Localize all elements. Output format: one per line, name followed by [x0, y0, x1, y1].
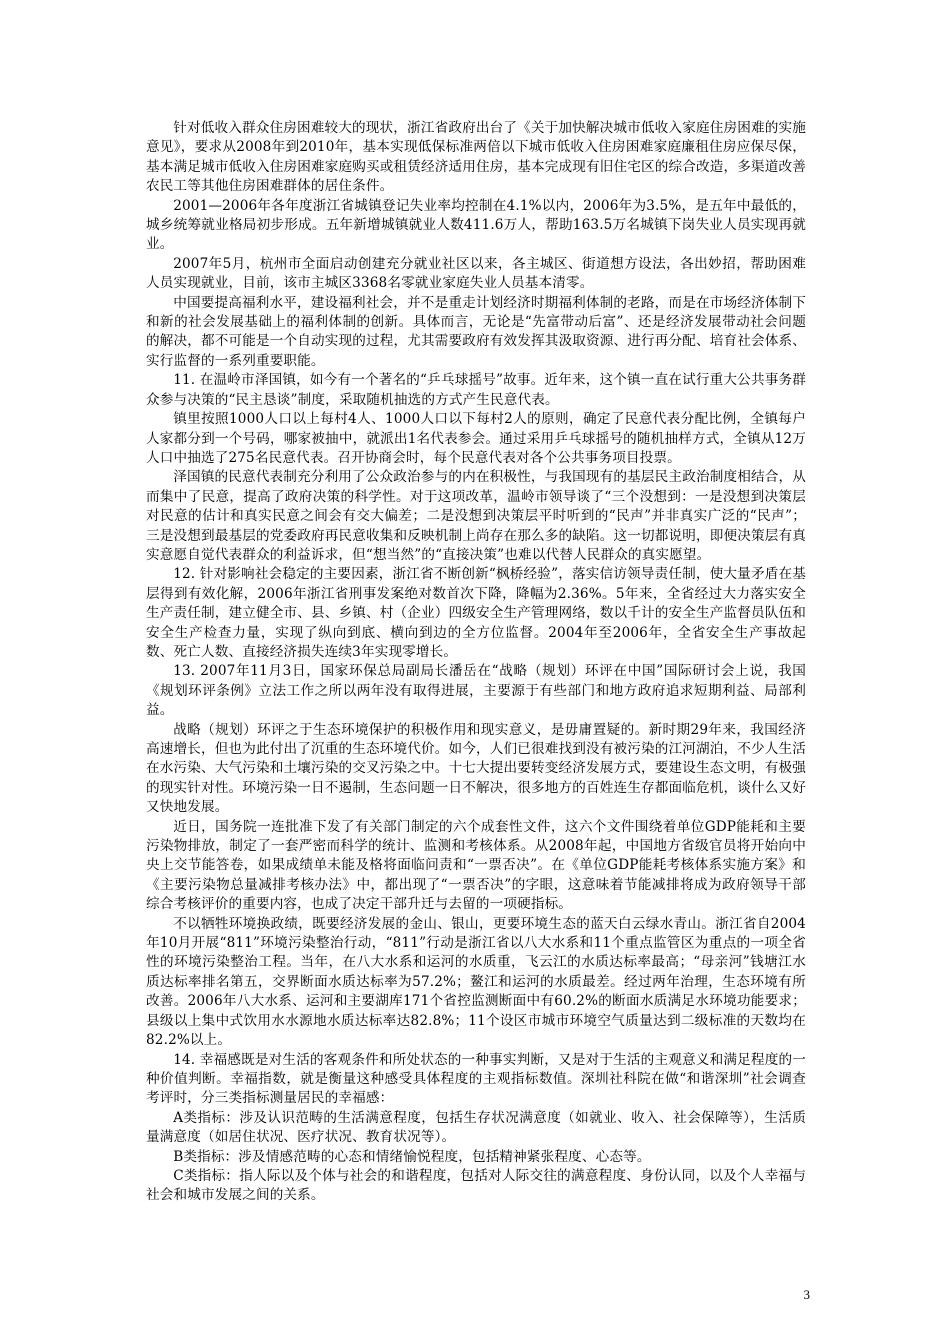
document-body — [146, 119, 806, 1206]
paragraph: C类指标：指人际以及个体与社会的和谐程度，包括对人际交往的满意程度、身份认同，以及个人幸福与社会和城市发展之间的关系。 — [146, 1167, 806, 1204]
paragraph: 12. 针对影响社会稳定的主要因素，浙江省不断创新“枫桥经验”，落实信访领导责任制，使大量矛盾在基层得到有效化解，2006年浙江省刑事发案绝对数首次下降，降幅为2.36%。5年来，全省经过大力落实安全生产责任制，建立健全市、县、乡镇、村（企业）四级安全生产管理网络，数以千计的安全生产监督员队伍和安全生产检查力量，实现了纵向到底、横向到边的全方位监督。2004年至2006年，全省安全生产事故起数、死亡人数、直接经济损失连续3年实现零增长。 — [146, 566, 806, 660]
paragraph: 近日，国务院一连批准下发了有关部门制定的六个成套性文件，这六个文件围绕着单位GDP能耗和主要污染物排放，制定了一套严密而科学的统计、监测和考核体系。从2008年起，中国地方省级官员将开始向中央上交节能答卷，如果成绩单未能及格将面临问责和“一票否决”。在《单位GDP能耗考核体系实施方案》和《主要污染物总量减排考核办法》中，都出现了“一票否决”的字眼，这意味着节能减排将成为政府领导干部综合考核评价的重要内容，也成了决定干部升迁与去留的一项硬指标。 — [146, 818, 806, 913]
paragraph: 战略（规划）环评之于生态环境保护的积极作用和现实意义，是毋庸置疑的。新时期29年来，我国经济高速增长，但也为此付出了沉重的生态环境代价。如今，人们已很难找到没有被污染的江河湖泊，不少人生活在水污染、大气污染和土壤污染的交叉污染之中。十七大提出要转变经济发展方式，要建设生态文明，有极强的现实针对性。环境污染一日不遏制，生态问题一日不解决，很多地方的百姓连生存都面临危机，谈什么又好又快地发展。 — [146, 721, 806, 816]
paragraph: 镇里按照1000人口以上每村4人、1000人口以下每村2人的原则，确定了民意代表分配比例，全镇每户人家都分到一个号码，哪家被抽中，就派出1名代表参会。通过采用乒乓球摇号的随机抽样方式，全镇从12万人口中抽选了275名民意代表。召开协商会时，每个民意代表对各个公共事务项目投票。 — [146, 411, 806, 466]
paragraph: 14. 幸福感既是对生活的客观条件和所处状态的一种事实判断，又是对于生活的主观意义和满足程度的一种价值判断。幸福指数，就是衡量这种感受具体程度的主观指标数值。深圳社科院在做“和谐深圳”社会调查考评时，分三类指标测量居民的幸福感： — [146, 1051, 806, 1107]
paragraph: 不以牺牲环境换政绩，既要经济发展的金山、银山，更要环境生态的蓝天白云绿水青山。浙江省自2004年10月开展“811”环境污染整治行动，“811”行动是浙江省以八大水系和11个重点监管区为重点的一项全省性的环境污染整治工程。当年，在八大水系和运河的水质重，飞云江的水质达标率最高；“母亲河”钱塘江水质达标率排名第五，交界断面水质达标率为57.2%；鳌江和运河的水质最差。经过两年治理，生态环境有所改善。2006年八大水系、运河和主要湖库171个省控监测断面中有60.2%的断面水质满足水环境功能要求；县级以上集中式饮用水水源地水质达标率达82.8%；11个设区市城市环境空气质量达到二级标准的天数均在82.2%以上。 — [146, 915, 806, 1049]
paragraph: A类指标：涉及认识范畴的生活满意程度，包括生存状况满意度（如就业、收入、社会保障等），生活质量满意度（如居住状况、医疗状况、教育状况等）。 — [146, 1109, 806, 1146]
paragraph: 13. 2007年11月3日，国家环保总局副局长潘岳在“战略（规划）环评在中国”国际研讨会上说，我国《规划环评条例》立法工作之所以两年没有取得进展，主要源于有些部门和地方政府追求短期利益、局部利益。 — [146, 663, 806, 719]
paragraph: 2001—2006年各年度浙江省城镇登记失业率均控制在4.1%以内，2006年为3.5%，是五年中最低的，城乡统筹就业格局初步形成。五年新增城镇就业人数411.6万人，帮助163.5万名城镇下岗失业人员实现再就业。 — [146, 197, 806, 253]
paragraph: 2007年5月，杭州市全面启动创建充分就业社区以来，各主城区、街道想方设法，各出妙招，帮助困难人员实现就业，目前，该市主城区3368名零就业家庭失业人员基本清零。 — [146, 255, 806, 292]
paragraph: 11. 在温岭市泽国镇，如今有一个著名的“乒乓球摇号”故事。近年来，这个镇一直在试行重大公共事务群众参与决策的“民主恳谈”制度，采取随机抽选的方式产生民意代表。 — [146, 372, 806, 408]
paragraph: 泽国镇的民意代表制充分利用了公众政治参与的内在积极性，与我国现有的基层民主政治制度相结合，从而集中了民意，提高了政府决策的科学性。对于这项改革，温岭市领导谈了“三个没想到：一是没想到决策层对民意的估计和真实民意之间会有交大偏差；二是没想到决策层平时听到的“民声”并非真实广泛的“民声”；三是没想到最基层的党委政府再民意收集和反映机制上尚存在那么多的缺陷。这一切都说明，即便决策层有真实意愿自觉代表群众的利益诉求，但“想当然”的“直接决策”也难以代替人民群众的真实愿望。 — [146, 469, 806, 563]
paragraph: B类指标：涉及情感范畴的心态和情绪愉悦程度，包括精神紧张程度、心态等。 — [173, 1148, 651, 1165]
paragraph: 中国要提高福利水平，建设福利社会，并不是重走计划经济时期福利体制的老路，而是在市场经济体制下和新的社会发展基础上的福利体制的创新。具体而言，无论是“先富带动后富”、还是经济发展带动社会问题的解决，都不可能是一个自动实现的过程，尤其需要政府有效发挥其汲取资源、进行再分配、培育社会体系、实行监督的一系列重要职能。 — [146, 294, 806, 369]
paragraph: 针对低收入群众住房困难较大的现状，浙江省政府出台了《关于加快解决城市低收入家庭住房困难的实施意见》，要求从2008年到2010年，基本实现低保标准两倍以下城市低收入住房困难家庭廉租住房应保尽保，基本满足城市低收入住房困难家庭购买或租赁经济适用住房，基本完成现有旧住宅区的综合改造，多渠道改善农民工等其他住房困难群体的居住条件。 — [146, 120, 806, 195]
page-number: 3 — [803, 1287, 810, 1302]
